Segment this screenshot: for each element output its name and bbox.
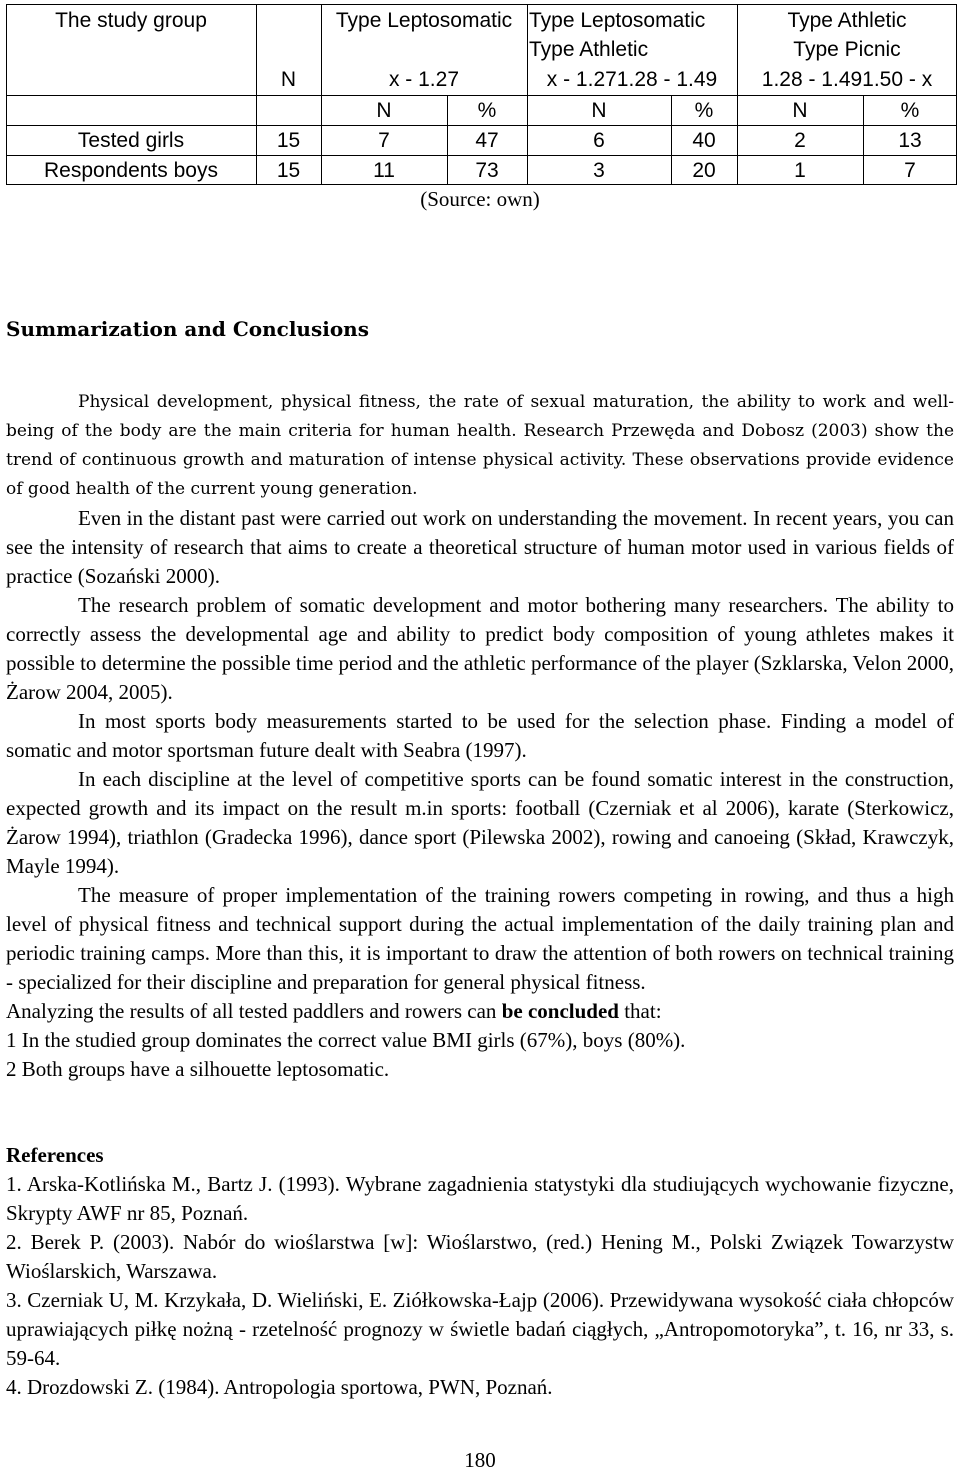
table-cell: 2 — [794, 129, 806, 152]
reference-item: 4. Drozdowski Z. (1984). Antropologia sportowa, PWN, Poznań. — [6, 1375, 553, 1399]
header-range-1: x - 1.27 — [388, 68, 460, 91]
subheader-n: N — [591, 99, 607, 122]
table-cell: 6 — [593, 129, 605, 152]
subheader-percent: % — [477, 99, 497, 122]
header-range-2: x - 1.271.28 - 1.49 — [546, 68, 718, 91]
paragraph: The research problem of somatic development and motor bothering many researchers. The ability to correctly assess the developmental age and ability to predict body composition of young athletes makes it possible to determine the possible time period and the athletic performance of the player (Szklarska, Velon 2000, Żarow 2004, 2005). — [6, 593, 954, 704]
row-label-girls: Tested girls — [77, 129, 185, 152]
subheader-percent: % — [694, 99, 714, 122]
reference-item: 3. Czerniak U, M. Krzykała, D. Wieliński, E. Ziółkowska-Łajp (2006). Przewidywana wysokość ciała chłopców uprawiających piłkę nożną - rzetelność prognozy w świetle badań ciągłych, „Antropomotoryka”, t. 16, nr 33, s. 59-64. — [6, 1288, 954, 1370]
subheader-percent: % — [900, 99, 920, 122]
somatotype-table — [6, 4, 957, 185]
analysis-text-pre: Analyzing the results of all tested paddlers and rowers can — [6, 999, 502, 1023]
table-cell: 1 — [794, 159, 806, 182]
table-cell: 47 — [475, 129, 499, 152]
header-type-lepto-athletic-1: Type Leptosomatic — [529, 9, 706, 32]
paragraph: In each discipline at the level of competitive sports can be found somatic interest in the construction, expected growth and its impact on the result m.in sports: football (Czerniak et al 2006), karate (Sterkowicz, Żarow 1994), triathlon (Gradecka 1996), dance sport (Pilewska 2002), rowing and canoeing (Skład, Krawczyk, Mayle 1994). — [6, 767, 954, 878]
analysis-line — [6, 997, 954, 1026]
body-paragraph-block — [6, 504, 954, 1084]
subheader-n: N — [376, 99, 392, 122]
header-type-athletic-picnic-2: Type Picnic — [793, 38, 901, 61]
paragraph: Physical development, physical fitness, the rate of sexual maturation, the ability to work and well-being of the body are the main criteria for human health. Research Przewęda and Dobosz (2003) show the trend of continuous growth and maturation of intense physical activity. These observations provide evidence of good health of the current young generation. — [6, 392, 954, 499]
paragraph: Even in the distant past were carried out work on understanding the movement. In recent years, you can see the intensity of research that aims to create a theoretical structure of human motor used in various fields of practice (Sozański 2000). — [6, 506, 954, 588]
table-cell: 7 — [904, 159, 916, 182]
page-number: 180 — [464, 1448, 496, 1472]
conclusion-item: 1 In the studied group dominates the correct value BMI girls (67%), boys (80%). — [6, 1028, 686, 1052]
intro-paragraph-block — [6, 388, 954, 504]
paragraph: The measure of proper implementation of the training rowers competing in rowing, and thus a high level of physical fitness and technical support during the actual implementation of the daily training plan and periodic training camps. More than this, it is important to draw the attention of both rowers on technical training - specialized for their discipline and preparation for general physical fitness. — [6, 883, 954, 994]
header-type-leptosomatic: Type Leptosomatic — [335, 9, 513, 32]
conclusion-item: 2 Both groups have a silhouette leptosomatic. — [6, 1057, 390, 1081]
row-n-girls: 15 — [276, 129, 301, 152]
header-range-3: 1.28 - 1.491.50 - x — [761, 68, 933, 91]
paragraph: In most sports body measurements started to be used for the selection phase. Finding a model of somatic and motor sportsman future dealt with Seabra (1997). — [6, 709, 954, 762]
analysis-text-post: that: — [618, 999, 662, 1023]
reference-item: 2. Berek P. (2003). Nabór do wioślarstwa [w]: Wioślarstwo, (red.) Hening M., Polski Związek Towarzystw Wioślarskich, Warszawa. — [6, 1230, 954, 1283]
header-n: N — [280, 68, 297, 91]
header-type-lepto-athletic-2: Type Athletic — [529, 38, 649, 61]
header-study-group: The study group — [55, 9, 207, 32]
references-title: References — [6, 1143, 104, 1167]
row-label-boys: Respondents boys — [44, 159, 218, 182]
header-type-athletic-picnic-1: Type Athletic — [787, 9, 907, 32]
table-cell: 11 — [373, 159, 395, 182]
table-cell: 40 — [692, 129, 716, 152]
row-n-boys: 15 — [276, 159, 301, 182]
table-cell: 73 — [475, 159, 499, 182]
subheader-n: N — [792, 99, 808, 122]
table-cell: 3 — [593, 159, 605, 182]
section-heading: Summarization and Conclusions — [6, 317, 369, 341]
analysis-text-bold: be concluded — [501, 999, 619, 1023]
table-cell: 7 — [378, 129, 390, 152]
table-rule — [6, 4, 957, 5]
table-cell: 20 — [692, 159, 716, 182]
references-section — [6, 1141, 954, 1402]
table-cell: 13 — [898, 129, 922, 152]
table-source: (Source: own) — [420, 187, 540, 211]
reference-item: 1. Arska-Kotlińska M., Bartz J. (1993). Wybrane zagadnienia statystyki dla studiujących wychowanie fizyczne, Skrypty AWF nr 85, Poznań. — [6, 1172, 954, 1225]
